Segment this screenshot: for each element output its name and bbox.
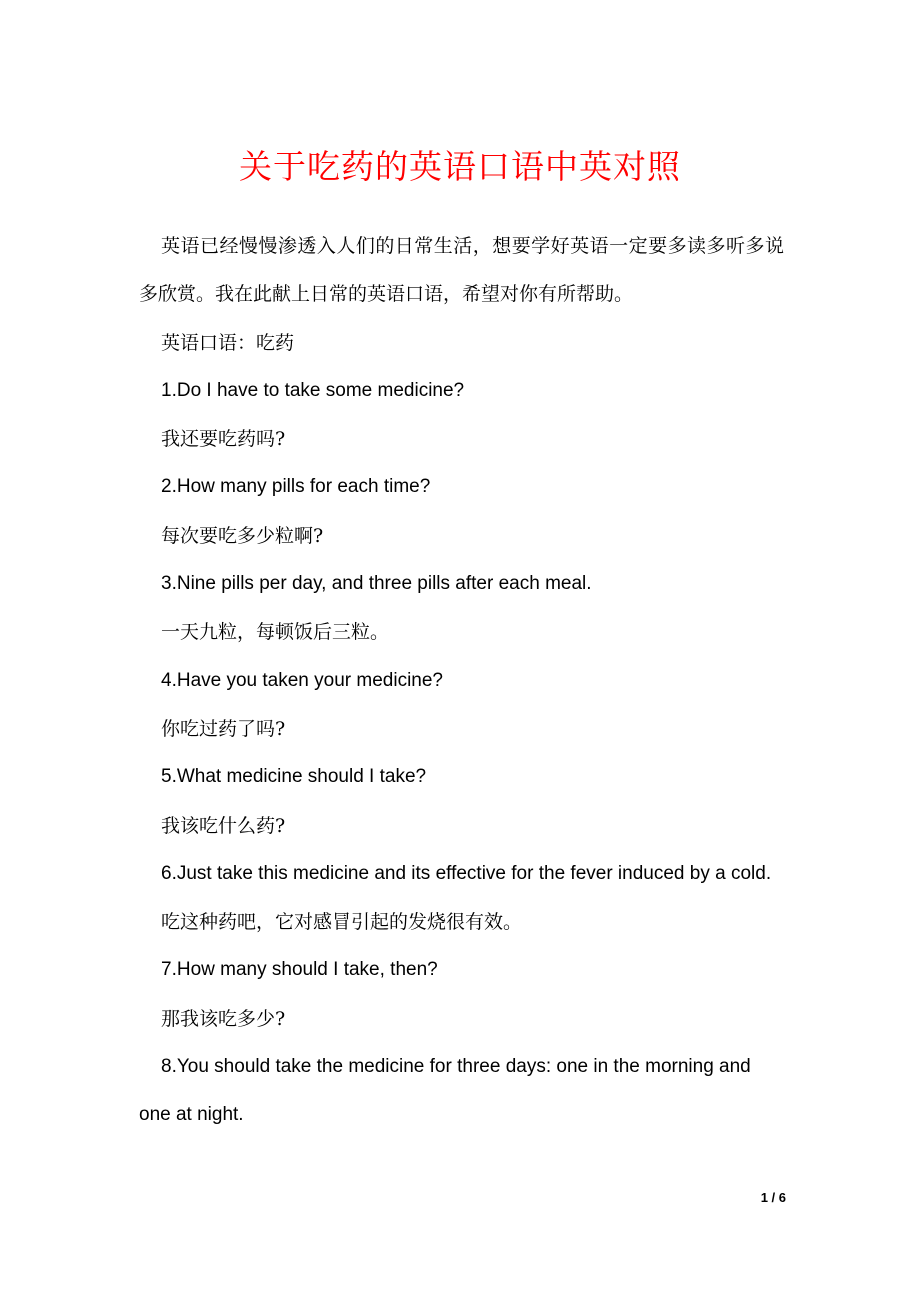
entry-4-english: 4.Have you taken your medicine? [161, 669, 443, 691]
entry-8-english: 8.You should take the medicine for three days: one in the morning and one at night. [139, 1056, 751, 1126]
entry-1-english: 1.Do I have to take some medicine? [161, 379, 465, 401]
page-indicator: 1 / 6 [760, 1190, 786, 1205]
entry-6-chinese: 吃这种药吧，它对感冒引起的发烧很有效。 [161, 911, 523, 934]
entry-7-english: 7.How many should I take, then? [161, 959, 438, 981]
entry-2-chinese: 每次要吃多少粒啊? [161, 524, 324, 547]
entry-1-chinese: 我还要吃药吗? [161, 428, 286, 451]
section-heading: 英语口语：吃药 [161, 331, 295, 354]
document-body [139, 222, 784, 1140]
entry-3-chinese: 一天九粒，每顿饭后三粒。 [161, 621, 390, 644]
entry-7-chinese: 那我该吃多少? [161, 1007, 286, 1030]
entry-5-english: 5.What medicine should I take? [161, 766, 427, 788]
entry-6-english: 6.Just take this medicine and its effective for the fever induced by a cold. [161, 862, 772, 884]
entry-2-english: 2.How many pills for each time? [161, 476, 431, 498]
entry-3-english: 3.Nine pills per day, and three pills after each meal. [161, 573, 592, 595]
page-title: 关于吃药的英语口语中英对照 [239, 147, 681, 186]
entry-4-chinese: 你吃过药了吗? [161, 717, 286, 740]
intro-paragraph: 英语已经慢慢渗透入人们的日常生活，想要学好英语一定要多读多听多说多欣赏。我在此献上日常的英语口语，希望对你有所帮助。 [139, 235, 784, 306]
entry-5-chinese: 我该吃什么药? [161, 814, 286, 837]
